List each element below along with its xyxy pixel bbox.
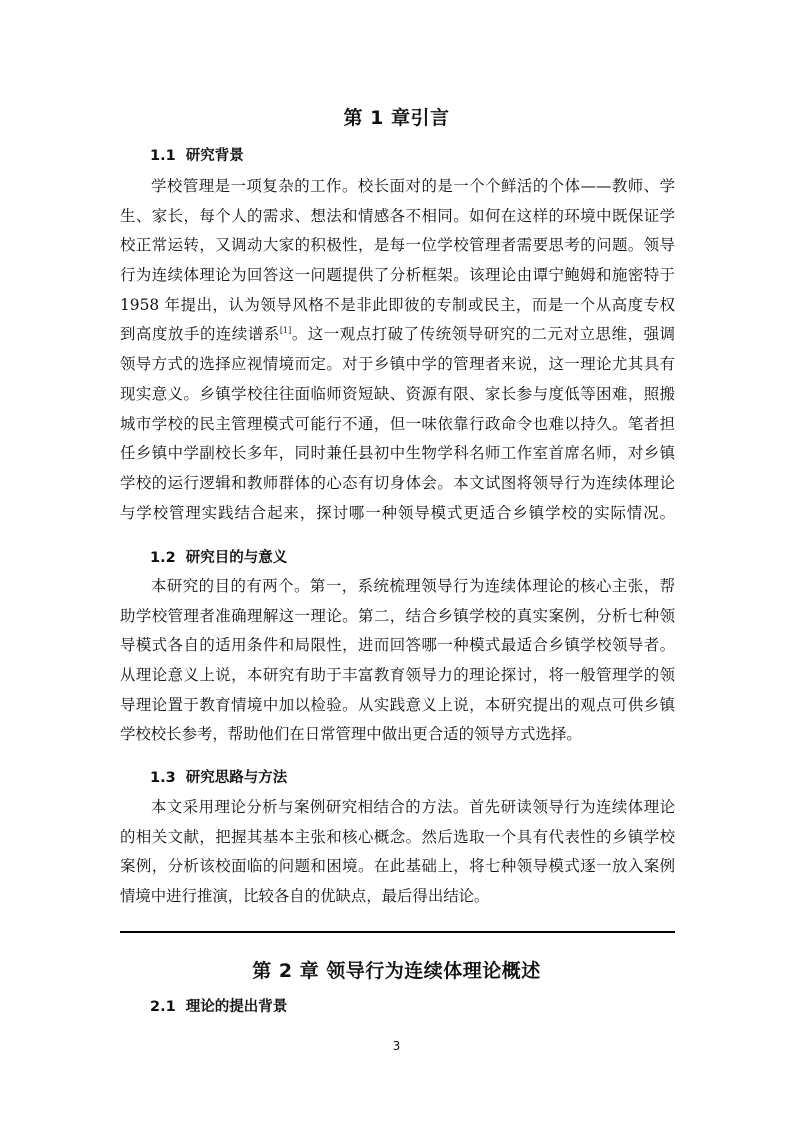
paragraph-line: 任乡镇中学副校长多年，同时兼任县初中生物学科名师工作室首席名师，对乡镇 (120, 444, 675, 463)
paragraph-line: 从理论意义上说，本研究有助于丰富教育领导力的理论探讨，将一般管理学的领 (120, 666, 675, 685)
chapter-divider (120, 931, 675, 933)
paragraph-line: 导理论置于教育情境中加以检验。从实践意义上说，本研究提出的观点可供乡镇 (120, 695, 675, 714)
paragraph-line: 的相关文献，把握其基本主张和核心概念。然后选取一个具有代表性的乡镇学校 (120, 827, 675, 846)
paragraph-line: 学校的运行逻辑和教师群体的心态有切身体会。本文试图将领导行为连续体理论 (120, 473, 675, 492)
section-1-2-paragraph (120, 572, 675, 750)
paragraph-line: 领导方式的选择应视情境而定。对于乡镇中学的管理者来说，这一理论尤其具有 (120, 355, 675, 374)
paragraph-line-with-citation (120, 320, 675, 350)
citation-marker: [1] (279, 326, 292, 336)
paragraph-line: 1958 年提出，认为领导风格不是非此即彼的专制或民主，而是一个从高度专权 (120, 295, 675, 314)
paragraph-line: 学校校长参考，帮助他们在日常管理中做出更合适的领导方式选择。 (120, 725, 582, 744)
section-1-2-heading: 1.2 研究目的与意义 (150, 550, 288, 566)
paragraph-line: 现实意义。乡镇学校往往面临师资短缺、资源有限、家长参与度低等困难，照搬 (120, 384, 675, 403)
section-1-3-heading: 1.3 研究思路与方法 (150, 770, 288, 786)
page-number: 3 (392, 1039, 401, 1053)
paragraph-line: 学校管理是一项复杂的工作。校长面对的是一个个鲜活的个体——教师、学 (151, 177, 675, 195)
paragraph-line: 本文采用理论分析与案例研究相结合的方法。首先研读领导行为连续体理论 (151, 798, 675, 816)
paragraph-line: 助学校管理者准确理解这一理论。第二，结合乡镇学校的真实案例，分析七种领 (120, 606, 675, 625)
text-before-citation: 到高度放手的连续谱系 (120, 325, 280, 344)
paragraph-line: 案例，分析该校面临的问题和困境。在此基础上，将七种领导模式逐一放入案例 (120, 857, 675, 876)
paragraph-line: 生、家长，每个人的需求、想法和情感各不相同。如何在这样的环境中既保证学 (120, 206, 675, 225)
paragraph-line: 导模式各自的适用条件和局限性，进而回答哪一种模式最适合乡镇学校领导者。 (120, 636, 675, 655)
section-1-1-heading: 1.1 研究背景 (150, 148, 244, 164)
paragraph-line: 城市学校的民主管理模式可能行不通，但一味依靠行政命令也难以持久。笔者担 (120, 414, 675, 433)
text-after-citation: 。这一观点打破了传统领导研究的二元对立思维，强调 (291, 325, 675, 344)
paragraph-line: 行为连续体理论为回答这一问题提供了分析框架。该理论由谭宁鲍姆和施密特于 (120, 266, 675, 285)
paragraph-line: 与学校管理实践结合起来，探讨哪一种领导模式更适合乡镇学校的实际情况。 (120, 503, 675, 522)
paragraph-line: 情境中进行推演，比较各自的优缺点，最后得出结论。 (120, 887, 490, 906)
chapter-1-title: 第 1 章引言 (343, 107, 450, 129)
paragraph-line: 本研究的目的有两个。第一，系统梳理领导行为连续体理论的核心主张，帮 (151, 577, 675, 595)
paragraph-line: 校正常运转，又调动大家的积极性，是每一位学校管理者需要思考的问题。领导 (120, 236, 675, 255)
section-2-1-heading: 2.1 理论的提出背景 (150, 999, 288, 1015)
section-1-3-paragraph (120, 793, 675, 912)
chapter-2-title: 第 2 章 领导行为连续体理论概述 (252, 960, 541, 982)
section-1-1-paragraph (120, 172, 675, 528)
